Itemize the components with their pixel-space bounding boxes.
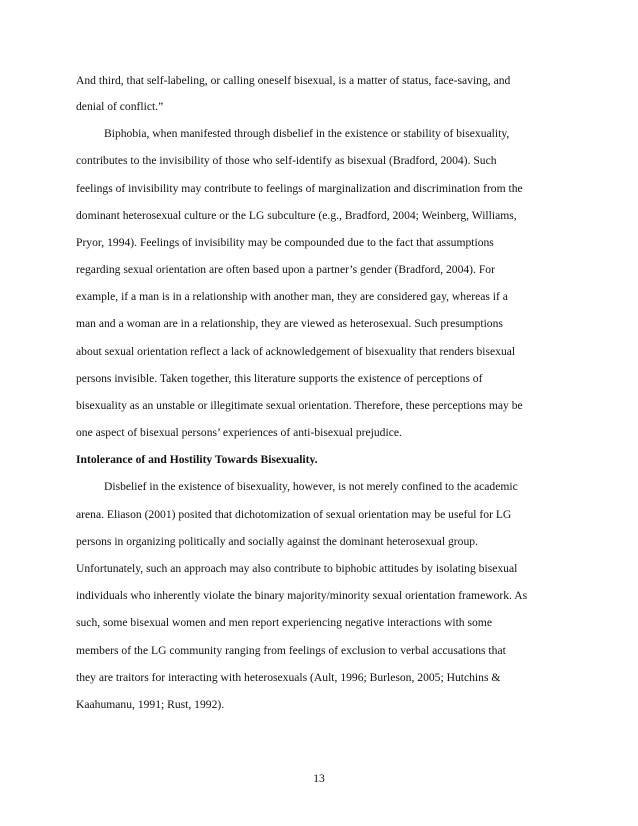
- body-text-line-8: regarding sexual orientation are often based upon a partner’s gender (Bradford, 2004). For: [76, 263, 495, 276]
- body-text-line-18: persons in organizing politically and socially against the dominant heterosexual group.: [76, 535, 478, 548]
- body-text-line-10: man and a woman are in a relationship, they are viewed as heterosexual. Such presumptions: [76, 317, 503, 330]
- body-text-line-7: Pryor, 1994). Feelings of invisibility may be compounded due to the fact that assumptions: [76, 236, 494, 249]
- body-text-line-23: they are traitors for interacting with heterosexuals (Ault, 1996; Burleson, 2005; Hutchins &: [76, 671, 501, 684]
- body-text-line-11: about sexual orientation reflect a lack of acknowledgement of bisexuality that renders bisexual: [76, 345, 516, 358]
- body-text-line-2: denial of conflict.”: [76, 100, 164, 113]
- body-text-line-16: Disbelief in the existence of bisexuality, however, is not merely confined to the academic: [104, 480, 518, 493]
- body-text-line-5: feelings of invisibility may contribute to feelings of marginalization and discrimination from the: [76, 182, 523, 195]
- body-text-line-4: contributes to the invisibility of those who self-identify as bisexual (Bradford, 2004). Such: [76, 154, 497, 167]
- body-text-line-3: Biphobia, when manifested through disbelief in the existence or stability of bisexuality,: [104, 127, 510, 140]
- body-text-line-20: individuals who inherently violate the binary majority/minority sexual orientation framework. As: [76, 589, 528, 602]
- body-text-line-9: example, if a man is in a relationship with another man, they are considered gay, whereas if a: [76, 290, 508, 303]
- body-text-line-6: dominant heterosexual culture or the LG subculture (e.g., Bradford, 2004; Weinberg, Williams,: [76, 209, 517, 222]
- body-text-line-22: members of the LG community ranging from feelings of exclusion to verbal accusations that: [76, 644, 506, 657]
- body-text-line-1: And third, that self-labeling, or calling oneself bisexual, is a matter of status, face-saving, and: [76, 74, 511, 87]
- body-text-line-12: persons invisible. Taken together, this literature supports the existence of perceptions of: [76, 372, 483, 385]
- section-heading: Intolerance of and Hostility Towards Bisexuality.: [76, 453, 318, 466]
- body-text-line-13: bisexuality as an unstable or illegitimate sexual orientation. Therefore, these perceptions may be: [76, 399, 523, 412]
- body-text-line-24: Kaahumanu, 1991; Rust, 1992).: [76, 698, 225, 711]
- body-text-line-21: such, some bisexual women and men report experiencing negative interactions with some: [76, 616, 492, 629]
- body-text-line-19: Unfortunately, such an approach may also contribute to biphobic attitudes by isolating bisexual: [76, 562, 518, 575]
- body-text-line-17: arena. Eliason (2001) posited that dichotomization of sexual orientation may be useful for LG: [76, 508, 512, 521]
- page-number: 13: [313, 772, 325, 785]
- body-text-line-14: one aspect of bisexual persons’ experiences of anti-bisexual prejudice.: [76, 426, 402, 439]
